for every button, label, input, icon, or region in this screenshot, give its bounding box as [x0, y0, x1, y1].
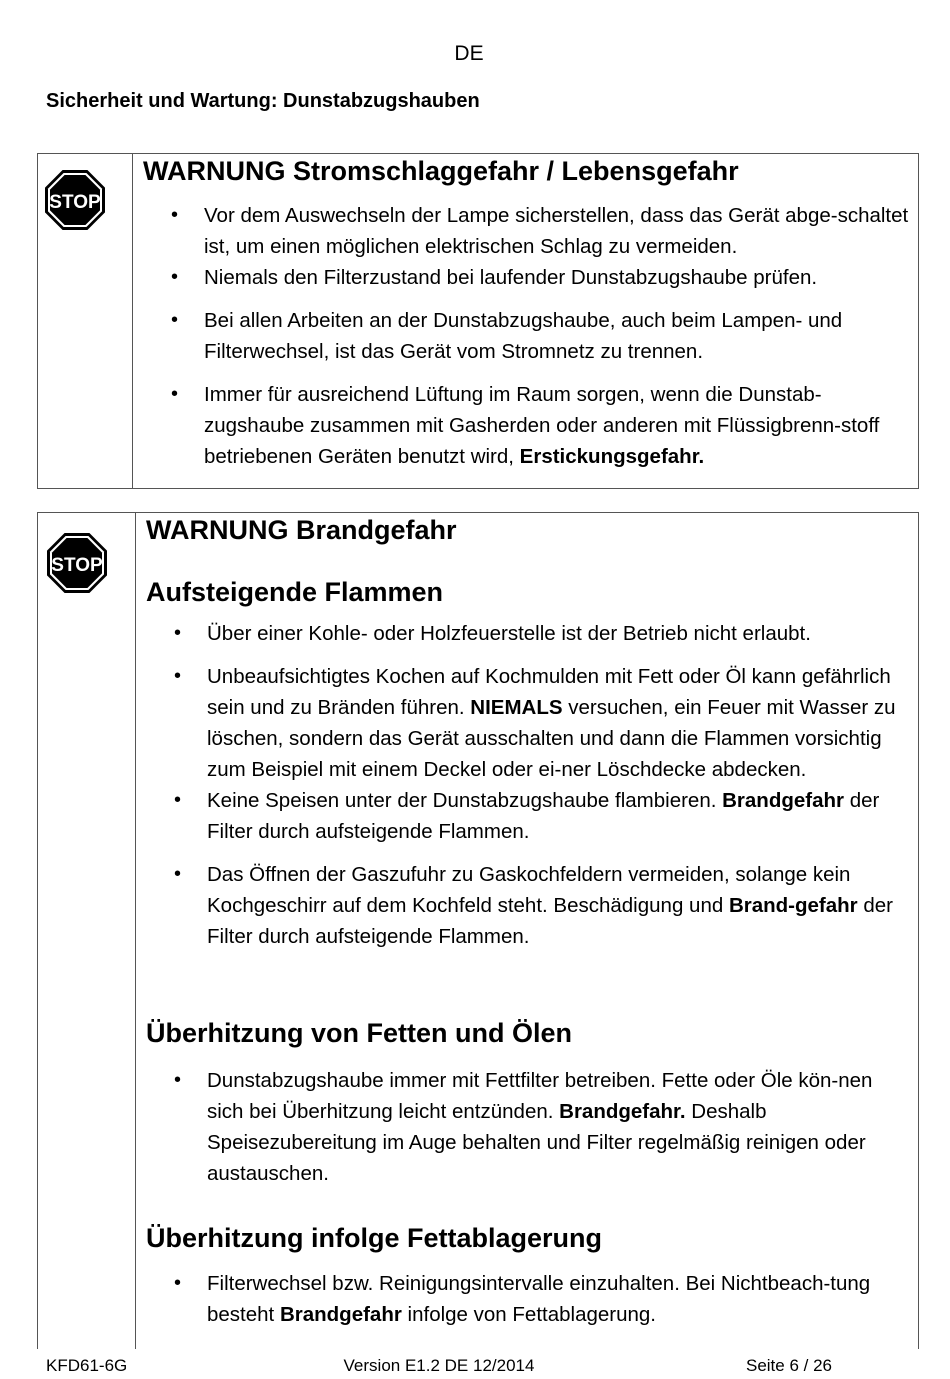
warning-icon-column [38, 154, 133, 488]
list-item: • Über einer Kohle- oder Holzfeuerstelle ist der Betrieb nicht erlaubt. [136, 618, 918, 649]
list-item: • Dunstabzugshaube immer mit Fettfilter betreiben. Fette oder Öle kön-nen sich bei Überhitzung leicht entzünden. Brandgefahr. Deshalb Speisezubereitung im Auge behalten und Filter regelmäßig reinigen oder austauschen. [136, 1065, 918, 1189]
subsection-heading: Überhitzung infolge Fettablagerung [146, 1223, 602, 1253]
language-code: DE [454, 42, 484, 65]
list-item: • Bei allen Arbeiten an der Dunstabzugshaube, auch beim Lampen- und Filterwechsel, ist das Gerät vom Stromnetz zu trennen. [133, 305, 918, 367]
warning-list [136, 1268, 918, 1330]
footer-version: Version E1.2 DE 12/2014 [343, 1356, 535, 1375]
footer-model: KFD61-6G [46, 1356, 128, 1375]
warning-title: WARNUNG Stromschlaggefahr / Lebensgefahr [143, 156, 739, 186]
stop-sign-text: STOP [49, 192, 101, 213]
warning-list [136, 1065, 918, 1189]
list-item: • Keine Speisen unter der Dunstabzugshaube flambieren. Brandgefahr der Filter durch aufsteigende Flammen. [136, 785, 918, 847]
list-item: • Immer für ausreichend Lüftung im Raum sorgen, wenn die Dunstab-zugshaube zusammen mit Gasherden oder anderen mit Flüssigbrenn-stoff betriebenen Geräten benutzt wird, Erstickungsgefahr. [133, 379, 918, 472]
list-item: • Filterwechsel bzw. Reinigungsintervalle einzuhalten. Bei Nichtbeach-tung besteht Brandgefahr infolge von Fettablagerung. [136, 1268, 918, 1330]
warning-title: WARNUNG Brandgefahr [146, 515, 457, 545]
stop-sign-icon [47, 533, 107, 593]
footer-page-number: Seite 6 / 26 [745, 1356, 832, 1375]
warning-box-electric [37, 153, 919, 489]
subsection-heading: Überhitzung von Fetten und Ölen [146, 1018, 572, 1048]
stop-sign-text: STOP [51, 555, 103, 576]
list-item: • Unbeaufsichtigtes Kochen auf Kochmulden mit Fett oder Öl kann gefährlich sein und zu Bränden führen. NIEMALS versuchen, ein Feuer mit Wasser zu löschen, sondern das Gerät ausschalten und dann die Flammen vorsichtig zum Beispiel mit einem Deckel oder ei-ner Löschdecke abdecken. [136, 661, 918, 785]
warning-box-fire [37, 512, 919, 1349]
warning-list [136, 618, 918, 952]
warning-list [133, 200, 918, 472]
warning-icon-column [38, 513, 136, 1349]
section-title: Sicherheit und Wartung: Dunstabzugshauben [46, 90, 480, 112]
subsection-heading: Aufsteigende Flammen [146, 577, 444, 607]
list-item: • Niemals den Filterzustand bei laufender Dunstabzugshaube prüfen. [133, 262, 918, 293]
stop-sign-icon [45, 170, 105, 230]
list-item: • Das Öffnen der Gaszufuhr zu Gaskochfeldern vermeiden, solange kein Kochgeschirr auf dem Kochfeld steht. Beschädigung und Brand-gefahr der Filter durch aufsteigende Flammen. [136, 859, 918, 952]
list-item: • Vor dem Auswechseln der Lampe sicherstellen, dass das Gerät abge-schaltet ist, um einen möglichen elektrischen Schlag zu vermeiden. [133, 200, 918, 262]
